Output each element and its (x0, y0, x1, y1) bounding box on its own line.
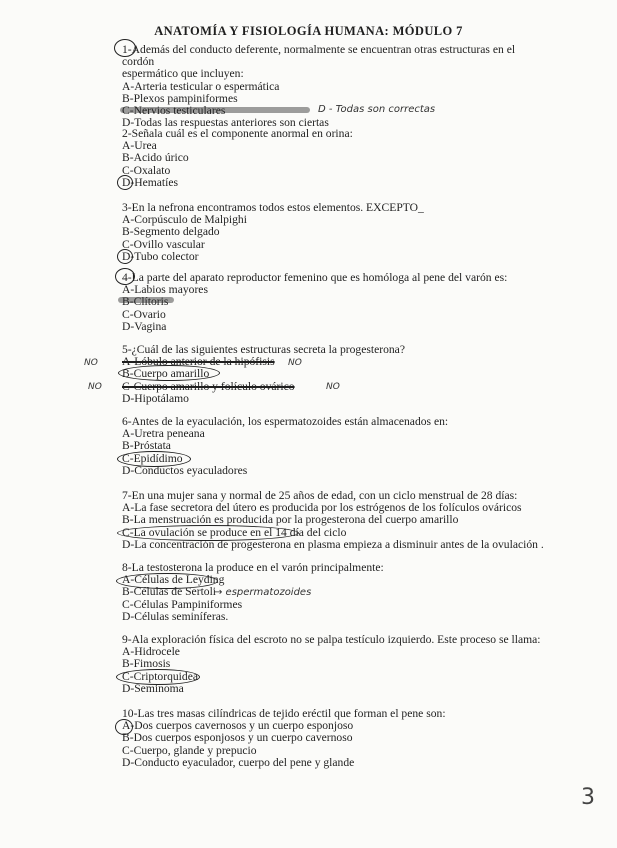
question-6 (122, 416, 552, 477)
question-1 (122, 44, 522, 129)
option-c: C-Ovario (122, 307, 166, 321)
question-3 (122, 202, 552, 263)
option-d: D-Vagina (122, 319, 167, 333)
question-2 (122, 128, 552, 189)
circle-mark (115, 719, 133, 735)
question-stem: 5-¿Cuál de las siguientes estructuras secreta la progesterona? (122, 343, 405, 356)
option-b: B-La menstruación es producida por la progesterona del cuerpo amarillo (122, 513, 459, 527)
option-d: D-Conductos eyaculadores (122, 463, 248, 477)
option-b: B-Células de Sertoli (122, 585, 217, 599)
question-4 (122, 272, 552, 333)
option-b: B-Cuerpo amarillo (122, 367, 210, 381)
option-c: C-Cuerpo, glande y prepucio (122, 743, 257, 757)
question-7 (122, 490, 592, 551)
option-d: D-Conducto eyaculador, cuerpo del pene y glande (122, 755, 355, 769)
scribble-mark (120, 107, 310, 113)
circle-mark (117, 525, 299, 541)
option-d: D-Células seminíferas. (122, 609, 229, 623)
option-d: D-Tubo colector (122, 249, 199, 263)
circle-mark (115, 268, 135, 285)
circle-mark (114, 39, 136, 57)
question-stem: 1-Además del conducto deferente, normalmente se encuentran otras estructuras en el cordón (122, 43, 516, 69)
question-stem: 6-Antes de la eyaculación, los espermatozoides están almacenados en: (122, 415, 449, 428)
circle-mark (117, 451, 191, 467)
option-b: B-Fimosis (122, 657, 171, 671)
handwritten-note: NO (288, 358, 302, 368)
question-stem: 7-En una mujer sana y normal de 25 años de edad, con un ciclo menstrual de 28 días: (122, 489, 518, 502)
handwritten-note: D - Todas son correctas (318, 104, 436, 115)
option-a: A-Arteria testicular o espermática (122, 79, 280, 93)
option-a: A-Células de Leyding (122, 573, 225, 587)
handwritten-note: → espermatozoides (214, 587, 312, 598)
option-a: A-Hidrocele (122, 645, 180, 659)
option-a: A-Dos cuerpos cavernosos y un cuerpo esponjoso (122, 719, 354, 733)
option-a: A-Lóbulo anterior de la hipófisis (122, 355, 275, 369)
question-8 (122, 562, 552, 623)
question-10 (122, 708, 552, 769)
circle-mark (117, 249, 133, 264)
option-d: D-Todas las respuestas anteriores son ciertas (122, 116, 329, 130)
option-b: B-Acido úrico (122, 151, 189, 165)
question-9 (122, 634, 592, 695)
option-d: D-La concentración de progesterona en plasma empieza a disminuir antes de la ovulación . (122, 537, 544, 551)
handwritten-note: NO (326, 382, 340, 392)
circle-mark (116, 573, 218, 589)
circle-mark (118, 365, 220, 381)
question-stem: 4-La parte del aparato reproductor femenino que es homóloga al pene del varón es: (122, 271, 508, 284)
circle-mark (116, 669, 200, 685)
handwritten-note: NO (88, 382, 102, 392)
option-c: C-Ovillo vascular (122, 237, 205, 251)
question-stem: 9-Ala exploración física del escroto no se palpa testículo izquierdo. Este proceso se llama: (122, 633, 541, 646)
question-stem: 3-En la nefrona encontramos todos estos elementos. EXCEPTO_ (122, 201, 424, 214)
option-b: B-Próstata (122, 439, 171, 453)
option-c: C-Nervios testiculares (122, 103, 226, 117)
option-c: C-Cuerpo amarillo y folículo ovárico (122, 379, 295, 393)
handwritten-note: NO (84, 358, 98, 368)
circle-mark (117, 175, 133, 190)
option-a: A-Urea (122, 139, 157, 153)
option-a: A-La fase secretora del útero es producida por los estrógenos de los folículos ováricos (122, 501, 522, 515)
option-a: A-Uretra peneana (122, 427, 205, 441)
page-title: ANATOMÍA Y FISIOLOGÍA HUMANA: MÓDULO 7 (154, 24, 463, 38)
option-a: A-Labios mayores (122, 283, 208, 297)
question-stem: 10-Las tres masas cilíndricas de tejido eréctil que forman el pene son: (122, 707, 446, 720)
option-c: C-Oxalato (122, 163, 171, 177)
option-b: B-Clítoris (122, 295, 169, 309)
option-b: B-Dos cuerpos esponjosos y un cuerpo cavernoso (122, 731, 353, 745)
option-d: D-Hipotálamo (122, 391, 189, 405)
option-c: C-La ovulación se produce en el 14 día del ciclo (122, 525, 347, 539)
question-stem: espermático que incluyen: (122, 67, 244, 81)
option-c: C-Epidídimo (122, 451, 183, 465)
option-b: B-Segmento delgado (122, 225, 220, 239)
question-stem: 8-La testosterona la produce en el varón principalmente: (122, 561, 384, 574)
question-stem: 2-Señala cuál es el componente anormal en orina: (122, 127, 353, 140)
option-c: C-Criptorquidea (122, 669, 198, 683)
option-a: A-Corpúsculo de Malpighi (122, 213, 247, 227)
page-number: 3 (581, 785, 595, 810)
option-d: D-Hematíes (122, 175, 179, 189)
option-c: C-Células Pampiniformes (122, 597, 243, 611)
option-d: D-Seminoma (122, 681, 184, 695)
option-b: B-Plexos pampiniformes (122, 91, 238, 105)
scribble-mark (118, 297, 174, 303)
